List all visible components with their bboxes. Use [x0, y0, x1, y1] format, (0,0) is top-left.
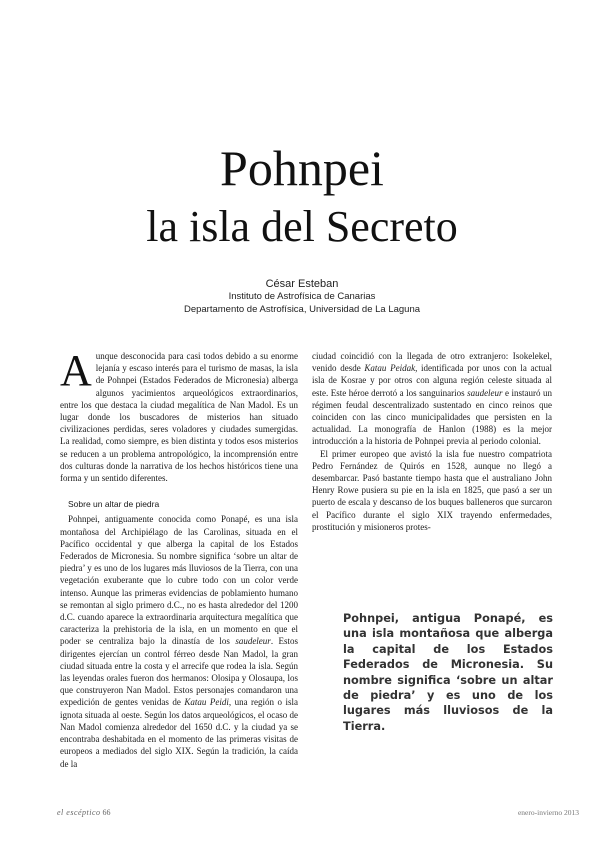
italic-term: saudeleur: [235, 636, 271, 647]
right-column: [312, 350, 552, 533]
article-subtitle: la isla del Secreto: [146, 202, 458, 251]
magazine-name: el escéptico: [57, 808, 101, 817]
section-subheading: Sobre un altar de piedra: [68, 499, 160, 510]
footer-left: [57, 808, 111, 817]
author-affiliation-2: Departamento de Astrofísica, Universidad de La Laguna: [183, 304, 421, 315]
paragraph-text: , una región o isla ignota situada al oeste. Según los datos arqueológicos, el ocaso de Nan Madol comienza alrededor del 1650 d.C. y la ciudad ya se encontraba deshabitada en el momento de las primeras visitas de europeos a mediados del siglo XIX. Según la tradición, la caída de la: [60, 697, 298, 769]
pull-quote: Pohnpei, antigua Ponapé, es una isla montañosa que alberga la capital de los Estados Federados de Micronesia. Su nombre significa ‘sobre un altar de piedra’ y es uno de los lugares más lluviosos de la Tierra.: [343, 612, 553, 733]
paragraph-text: . Estos dirigentes ejercían un control férreo desde Nan Madol, la gran ciudad situada entre la costa y el arrecife que rodea la isla. Según las leyendas orales fueron dos hermanos: Olosipa y Olosaupa, los que construyeron Nan Madol. Estos personajes comandaron una expedición de gentes venidas de: [60, 636, 298, 708]
article-title: Pohnpei: [220, 140, 384, 196]
left-column: [60, 346, 298, 770]
italic-place: Katau Peidi: [184, 697, 229, 708]
italic-term: saudeleur: [467, 387, 503, 398]
intro-paragraph: [60, 346, 298, 484]
paragraph-text: ciudad coincidió con la llegada de otro extranjero: Isokelekel, venido desde: [312, 351, 552, 374]
italic-place: Katau Peidak: [364, 363, 416, 374]
author-name: César Esteban: [265, 278, 339, 290]
footer-issue: enero-invierno 2013: [517, 808, 579, 817]
paragraph-text: Pohnpei, antiguamente conocida como Ponapé, es una isla montañosa del Archipiélago de las Carolinas, situada en el Pacífico occidental y que alberga la capital de los Estados Federados de Micronesia. Su nombre significa ‘sobre un altar de piedra’ y es uno de los lugares más lluviosos de la Tierra, con una vegetación exuberante que lo cubre todo con un color verde intenso. Aunque las primeras evidencias de poblamiento humano se remontan al siglo primero d.C., no es hasta alrededor del 1200 d.C. cuando aparece la extraordinaria arquitectura megalítica que caracteriza la prehistoria de la isla, en un momento en que el poder se centraliza bajo la dinastía de los: [60, 514, 298, 647]
author-affiliation-1: Instituto de Astrofísica de Canarias: [228, 291, 376, 302]
body-paragraph: El primer europeo que avistó la isla fue nuestro compatriota Pedro Fernández de Quirós en 1528, aunque no llegó a desembarcar. Pasó bastante tiempo hasta que el australiano John Henry Rowe pusiera su pie en la isla en 1825, que pasó a ser un puerto de escala y descanso de los buques balleneros que surcaron el Pacífico durante el siglo XIX trayendo enfermedades, prostitución y misioneros protes-: [312, 448, 552, 532]
paragraph-text: e instauró un régimen feudal descentralizado sustentado en cinco reinos que coinciden con las cinco municipalidades que persisten en la actualidad. La monografía de Hanlon (1988) es la mejor introducción a la historia de Pohnpei previa al periodo colonial.: [312, 387, 552, 447]
paragraph-text: , identificada por unos con la actual isla de Kosrae y por otros con alguna región celeste situada al este. Este héroe derrotó a los sanguinarios: [312, 363, 552, 398]
drop-cap: A: [60, 346, 92, 395]
body-paragraph: [312, 350, 552, 448]
body-paragraph: [60, 513, 298, 769]
page-number: 66: [102, 808, 111, 817]
intro-text: unque desconocida para casi todos debido a su enorme lejanía y escaso interés para el turismo de masas, la isla de Pohnpei (Estados Federados de Micronesia) alberga algunos yacimientos arqueológicos extraordinarios, entre los que destaca la ciudad megalítica de Nan Madol. Es un lugar donde los buscadores de misterios han situado civilizaciones perdidas, seres voladores y ciudades sumergidas. La realidad, como siempre, es bien distinta y todos esos misterios se reducen a un problema antropológico, la incomprensión entre dos culturas donde la narrativa de los hechos históricos tiene una forma y un sentido diferentes.: [60, 351, 298, 484]
